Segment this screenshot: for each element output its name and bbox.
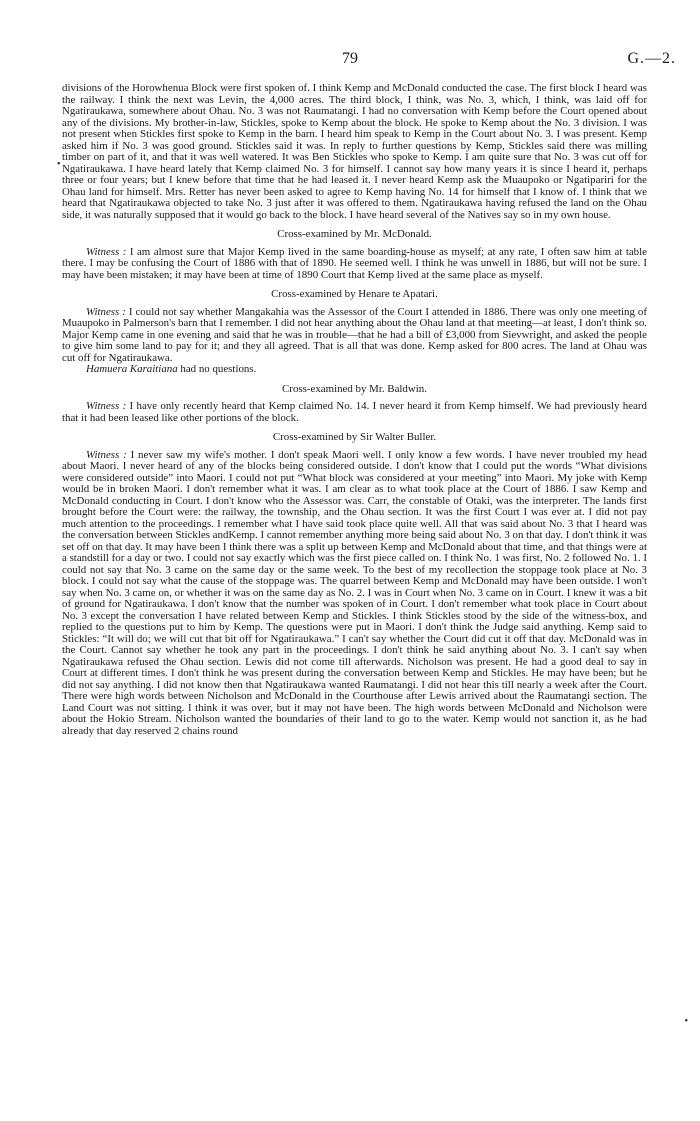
section-heading: Cross-examined by Mr. Baldwin. xyxy=(282,382,427,395)
speaker-label: Hamuera Karaitiana xyxy=(86,363,178,375)
paragraph: divisions of the Horowhenua Block were first spoken of. I think Kemp and McDonald conducted the case. The first block I heard was the railway. I think the next was Levin, the 4,000 acres. The third block, I think, was No. 3, which, I think, was laid off for Ngatiraukawa, somewhere about Ohau. No. 3 was not Raumatangi. I had no conversation with Kemp before the Court opened about any of the divisions. My brother-in-law, Stickles, spoke to Kemp about the block. He spoke to Kemp about the No. 3 division. I was not present when Stickles first spoke to Kemp in the barn. I heard him speak to Kemp in the Court about No. 3. I was present. Kemp asked him if No. 3 was good ground. Stickles said it was. In reply to further questions by Kemp, Stickles said there was milling timber on part of it, and that it was well watered. It was Ben Stickles who spoke to Kemp. I am quite sure that No. 3 was cut off for Ngatiraukawa. I have heard lately that Kemp claimed No. 3 for himself. I cannot say how many years it is since I heard it, perhaps three or four years; but I knew before that time that he had leased it. I never heard Kemp ask the Muaupoko or Ngatipariri for the Ohau land for himself. Mrs. Retter has never been asked to agree to Kemp having No. 14 for himself that I know of. I think that we heard that Ngatiraukawa objected to take No. 3 just after it was offered to them. Ngatiraukawa having refused the land on the Ohau side, it was naturally supposed that it would go back to the block. I have heard several of the Natives say so in my own house. xyxy=(62,82,647,221)
paragraph-text: I could not say whether Mangakahia was the Assessor of the Court I attended in 1886. There was only one meeting of Muaupoko in Palmerson's barn that I remember. I did not hear anything about the Ohau land at that meeting—at least, I don't think so. Major Kemp came in one evening and said that he was in trouble—that he had a bill of £3,000 from Sievwright, and asked the people to give him some land to pay for it; and they all agreed. That is all that was done. Kemp asked for 800 acres. The land at Ohau was cut off for Ngatiraukawa. xyxy=(62,305,647,364)
document-body xyxy=(62,83,647,737)
speaker-label: Witness : xyxy=(86,305,126,318)
section-heading: Cross-examined by Sir Walter Buller. xyxy=(272,431,437,443)
page-number: 79 xyxy=(342,50,358,67)
paragraph xyxy=(62,364,647,376)
section-heading: Cross-examined by Mr. McDonald. xyxy=(277,228,432,240)
margin-mark: • xyxy=(57,159,61,170)
paragraph-text: had no questions. xyxy=(177,363,257,375)
paragraph xyxy=(62,450,647,738)
speaker-label: Witness : xyxy=(86,448,127,461)
paragraph-text: I am almost sure that Major Kemp lived in the same boarding-house as myself; at any rate, I often saw him at table there. I may be confusing the Court of 1886 with that of 1890. He seemed well. I think he was unwell in 1886, but will not be sure. I may have been mistaken; it may have been at time of 1890 Court that Kemp lived at the same place as myself. xyxy=(62,245,647,281)
paragraph xyxy=(62,307,647,365)
document-reference: G.—2. xyxy=(627,50,676,67)
speaker-label: Witness : xyxy=(86,245,127,258)
paragraph xyxy=(62,247,647,282)
speaker-label: Witness : xyxy=(86,400,127,412)
section-heading: Cross-examined by Henare te Apatari. xyxy=(271,288,438,300)
paragraph-text: I never saw my wife's mother. I don't speak Maori well. I only know a few words. I have never troubled my head about Maori. I never heard of any of the blocks being considered outside. I don't know that I could put the words “What divisions were considered outside” into Maori. I could not put “What block was considered at your meeting” into Maori. My joke with Kemp would be in broken Maori. I don't remember what it was. I am clear as to what took place at the Court of 1886. I saw Kemp and McDonald conducting in Court. I don't know who the Assessor was. Carr, the constable of Otaki, was the interpreter. The lands first brought before the Court were: the railway, the township, and the Ohau section. It was the first Court I was ever at. I did not pay much attention to the proceedings. I remember what I have said took place quite well. All that was said about No. 3 that I heard was the conversation between Stickles andKemp. I cannot remember anything more being said about No. 3 on that day. I don't think it was set off on that day. It may have been I think there was a split up between Kemp and McDonald about that time, and that things were at a standstill for a day or two. I could not say exactly which was the first piece called on. I think No. 1 was first, No. 2 followed No. 1. I could not say that No. 3 came on the same day or the same week. To the best of my recollection the stoppage took place at No. 3 block. I could not say what the cause of the stoppage was. The quarrel between Kemp and McDonald may have been outside. I won't say when No. 3 came on, or whether it was on the same day as No. 2. I was in Court when No. 3 came on in Court. I knew it was a bit of ground for Ngatiraukawa. I don't know that the number was spoken of in Court. I don't remember what took place in Court about No. 3 except the conversation I have related between Kemp and Stickles. I think Stickles stood by the side of the witness-box, and replied to the questions put to him by Kemp. The questions were put in Maori. I don't think the Judge said anything. Kemp said to Stickles: “It will do; we will cut that bit off for Ngatiraukawa.” I can't say whether the Court did cut it off that day. McDonald was in the Court. Cannot say whether he took any part in the proceedings. I don't think he said anything about No. 3. I can't say when Ngatiraukawa refused the Ohau section. Lewis did not come till afterwards. Nicholson was present. He had a good deal to say in Court at different times. I don't think he was present during the conversation between Kemp and Stickles. He may have been; but he did not say anything. I did not know then that Ngatiraukawa wanted Raumatangi. I did not hear this till nearly a week after the Court. There were high words between Nicholson and McDonald in the Courthouse after Lewis arrived about the Raumatangi section. The Land Court was not sitting. I think it was over, but it may not have been. The high words between McDonald and Nicholson were about the Hokio Stream. Nicholson wanted the boundaries of their land to go to the water. Kemp would not sanction it, as he had already that day reserved 2 chains round xyxy=(62,448,647,737)
paragraph xyxy=(62,401,647,424)
margin-mark-right: • xyxy=(684,1016,688,1027)
paragraph-text: I have only recently heard that Kemp claimed No. 14. I never heard it from Kemp himself. We had previously heard that it had been leased like other portions of the block. xyxy=(62,400,647,424)
